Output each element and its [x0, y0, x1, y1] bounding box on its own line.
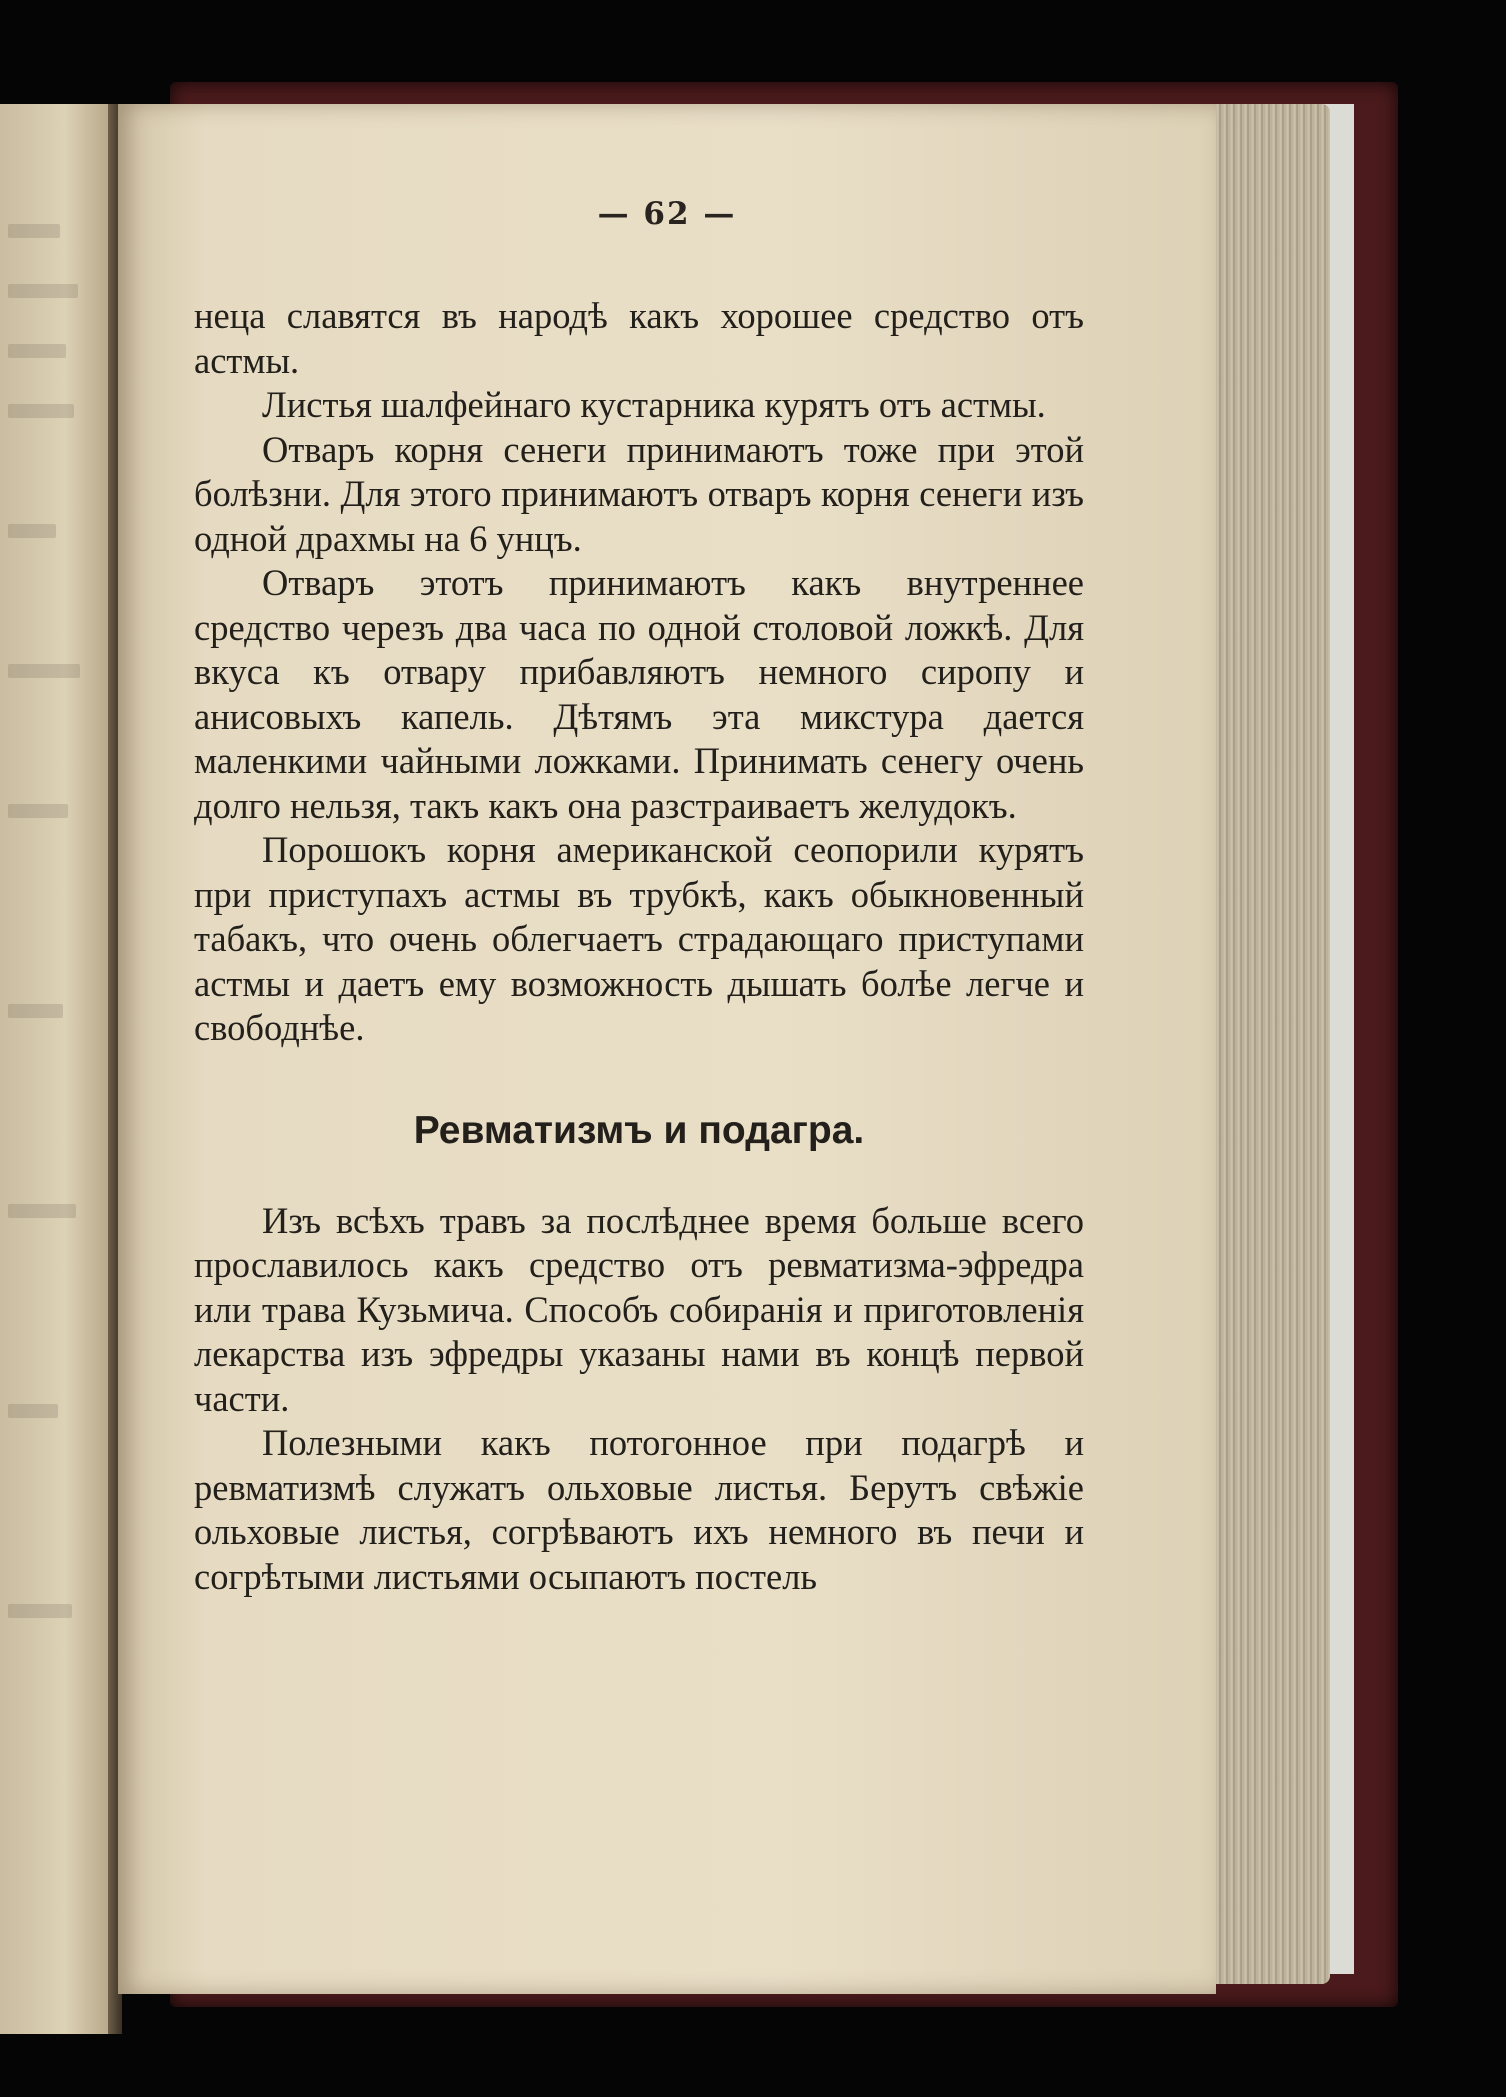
paragraph: Отваръ корня сенеги принимаютъ тоже при этой болѣзни. Для этого принимаютъ отваръ корня сенеги изъ одной драхмы на 6 унцъ. [194, 428, 1084, 559]
paragraph: Отваръ этотъ принимаютъ какъ внутреннее средство черезъ два часа по одной столовой ложкѣ. Для вкуса къ отвару прибавляютъ немного сиропу и анисовыхъ капель. Дѣтямъ эта микстура дается маленкими чайными ложками. Принимать сенегу очень долго нельзя, такъ какъ она разстраиваетъ желудокъ. [194, 562, 1084, 826]
page-number: — 62 — [597, 196, 737, 232]
section-heading: Ревматизмъ и подагра. [413, 1108, 865, 1152]
page-text [194, 294, 1084, 1599]
left-page-edge [0, 104, 111, 2034]
paragraphs-top [194, 294, 1084, 1051]
paragraph: Листья шалфейнаго кустарника курятъ отъ астмы. [262, 384, 1046, 425]
paragraph: Полезными какъ потогонное при подагрѣ и ревматизмѣ служатъ ольховые листья. Берутъ свѣжіе ольховые листья, согрѣваютъ ихъ немного въ печи и согрѣтыми листьями осыпаютъ постель [194, 1422, 1084, 1597]
page-stack-edge [1208, 104, 1330, 1984]
book-page [118, 104, 1216, 1994]
paragraphs-bottom [194, 1199, 1084, 1600]
paragraph: Изъ всѣхъ травъ за послѣднее время больше всего прославилось какъ средство отъ ревматизма-эфредра или трава Кузьмича. Способъ собиранія и приготовленія лекарства изъ эфредры указаны нами въ концѣ первой части. [194, 1199, 1084, 1419]
paragraph: неца славятся въ народѣ какъ хорошее средство отъ астмы. [194, 295, 1084, 381]
paragraph: Порошокъ корня американской сеопорили курятъ при приступахъ астмы въ трубкѣ, какъ обыкновенный табакъ, что очень облегчаетъ страдающаго приступами астмы и даетъ ему возможность дышать болѣе легче и свободнѣе. [194, 829, 1084, 1048]
